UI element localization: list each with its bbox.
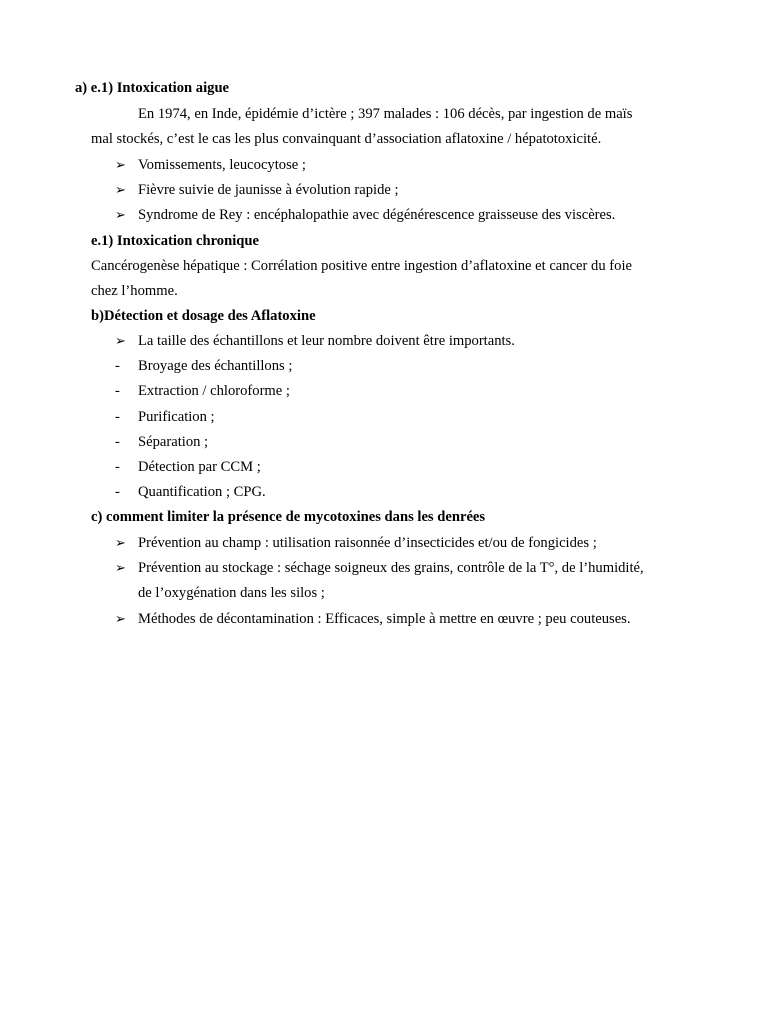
arrow-bullet-icon: ➢	[115, 182, 126, 197]
list-item: Vomissements, leucocytose ;	[138, 157, 306, 173]
list-item: Fièvre suivie de jaunisse à évolution rapide ;	[138, 182, 399, 198]
list-item: Quantification ; CPG.	[138, 484, 266, 500]
arrow-bullet-icon: ➢	[115, 611, 126, 626]
list-item: Méthodes de décontamination : Efficaces, simple à mettre en œuvre ; peu couteuses.	[138, 611, 631, 627]
list-item: Broyage des échantillons ;	[138, 358, 293, 374]
heading-limiter-mycotoxines: c) comment limiter la présence de mycotoxines dans les denrées	[91, 509, 486, 525]
list-item: Séparation ;	[138, 434, 209, 450]
dash-bullet-icon: -	[115, 484, 120, 500]
arrow-bullet-icon: ➢	[115, 535, 126, 550]
list-item-continuation: de l’oxygénation dans les silos ;	[138, 585, 325, 601]
paragraph-line: Cancérogenèse hépatique : Corrélation positive entre ingestion d’aflatoxine et cancer du foie	[91, 258, 632, 274]
paragraph-line: En 1974, en Inde, épidémie d’ictère ; 397 malades : 106 décès, par ingestion de maïs	[138, 106, 633, 122]
arrow-bullet-icon: ➢	[115, 157, 126, 172]
list-item: La taille des échantillons et leur nombre doivent être importants.	[138, 333, 515, 349]
heading-intoxication-chronique: e.1) Intoxication chronique	[91, 233, 259, 249]
dash-bullet-icon: -	[115, 434, 120, 450]
list-item: Extraction / chloroforme ;	[138, 383, 290, 399]
paragraph-line: mal stockés, c’est le cas les plus convainquant d’association aflatoxine / hépatotoxicité.	[91, 131, 602, 147]
arrow-bullet-icon: ➢	[115, 560, 126, 575]
heading-detection-dosage: b)Détection et dosage des Aflatoxine	[91, 308, 316, 324]
list-item: Prévention au stockage : séchage soigneux des grains, contrôle de la T°, de l’humidité,	[138, 560, 644, 576]
list-item: Prévention au champ : utilisation raisonnée d’insecticides et/ou de fongicides ;	[138, 535, 597, 551]
dash-bullet-icon: -	[115, 358, 120, 374]
dash-bullet-icon: -	[115, 459, 120, 475]
list-item: Syndrome de Rey : encéphalopathie avec dégénérescence graisseuse des viscères.	[138, 207, 616, 223]
list-item: Détection par CCM ;	[138, 459, 261, 475]
list-item: Purification ;	[138, 409, 215, 425]
heading-intoxication-aigue: a) e.1) Intoxication aigue	[75, 80, 230, 96]
arrow-bullet-icon: ➢	[115, 333, 126, 348]
paragraph-line: chez l’homme.	[91, 283, 178, 299]
arrow-bullet-icon: ➢	[115, 207, 126, 222]
dash-bullet-icon: -	[115, 409, 120, 425]
dash-bullet-icon: -	[115, 383, 120, 399]
